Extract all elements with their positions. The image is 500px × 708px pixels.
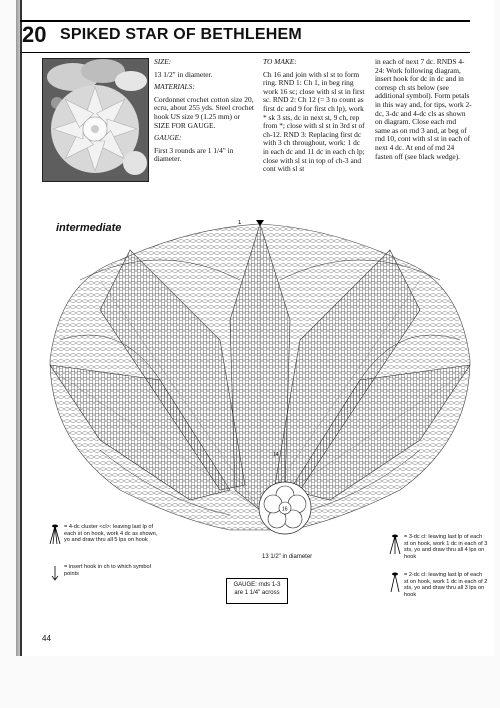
legend-2dc-text: = 2-dc cl: leaving last lp of each st on hook, work 1 dc in each of 2 sts, yo and draw thru all 3 lps on hook bbox=[404, 572, 488, 598]
legend-insert-hook bbox=[48, 564, 158, 584]
page-number: 44 bbox=[42, 634, 51, 643]
materials-text: Cordonnet crochet cotton size 20, ecru, about 255 yds. Steel crochet hook US size 9 (1.25 mm) or SIZE FOR GAUGE. bbox=[154, 94, 254, 130]
doily-photo bbox=[42, 58, 149, 182]
round-label-14: 14 bbox=[273, 452, 279, 458]
materials-heading: MATERIALS: bbox=[154, 82, 195, 92]
instructions-continued-text: in each of next 7 dc. RNDS 4-24: Work following diagram, insert hook for dc in dc and in corresp ch sts below (see additional symbol). Form petals in this way and, for tips, work 2-dc, 3-dc and 4-dc cls as shown on diagram. Close each rnd same as on rnd 3 and, at beg of rnd 10, cont with sl st in each of next 4 dc. At end of rnd 24 fasten off (see black wedge). bbox=[375, 57, 472, 161]
gauge-line-1: GAUGE: rnds 1-3 bbox=[233, 582, 281, 588]
materials-column bbox=[154, 58, 254, 168]
two-dc-cluster-icon bbox=[388, 572, 402, 594]
pattern-number: 20 bbox=[22, 22, 47, 47]
start-marker: 1 bbox=[238, 220, 242, 226]
instructions-column-1 bbox=[263, 58, 367, 178]
pattern-title: SPIKED STAR OF BETHLEHEM bbox=[60, 26, 302, 43]
legend-3dc-cluster bbox=[388, 534, 488, 570]
gauge-line-2: are 1 1/4" across bbox=[234, 589, 280, 596]
gauge-text: First 3 rounds are 1 1/4" in diameter. bbox=[154, 145, 234, 164]
center-ring bbox=[259, 482, 311, 534]
crochet-diagram bbox=[40, 220, 480, 560]
size-text: 13 1/2" in diameter. bbox=[154, 69, 213, 79]
round-label-16: 16 bbox=[282, 506, 288, 513]
four-dc-cluster-icon bbox=[48, 524, 62, 546]
gauge-box bbox=[226, 578, 288, 604]
legend-2dc-cluster bbox=[388, 572, 488, 608]
to-make-heading: TO MAKE: bbox=[263, 57, 297, 66]
legend-3dc-text: = 3-dc cl: leaving last lp of each st on hook, work 1 dc in each of 3 sts, yo and draw thru all 4 lps on hook bbox=[404, 534, 488, 560]
gauge-heading: GAUGE: bbox=[154, 133, 182, 143]
skill-level-badge: intermediate bbox=[56, 222, 122, 234]
legend-4dc-cluster bbox=[48, 524, 158, 560]
three-dc-cluster-icon bbox=[388, 534, 402, 556]
legend-4dc-text: = 4-dc cluster <cl>: leaving last lp of each st on hook, work 4 dc as shown, yo and draw thru all 5 lps on hook bbox=[64, 524, 158, 544]
insert-hook-icon bbox=[48, 564, 62, 582]
instructions-column-2 bbox=[375, 58, 473, 165]
legend-insert-hook-text: = insert hook in ch to which symbol points bbox=[64, 564, 151, 577]
to-make-text: Ch 16 and join with sl st to form ring. RND 1: Ch 1, in beg ring work 16 sc; close with sl st in first sc. RND 2: Ch 12 (= 3 to count as first dc and 9 for first ch lp), work * sk 3 sts, dc in next st, 9 ch, rep from *; close with sl st in 3rd st of ch-12. RND 3: Replacing first dc with 3 ch throughout, work: 1 dc in each dc and 11 dc in each ch lp; close with sl st in top of ch-3 and cont with sl st bbox=[263, 69, 365, 174]
size-heading: SIZE: bbox=[154, 57, 172, 66]
diameter-label: 13 1/2" in diameter bbox=[262, 554, 313, 560]
